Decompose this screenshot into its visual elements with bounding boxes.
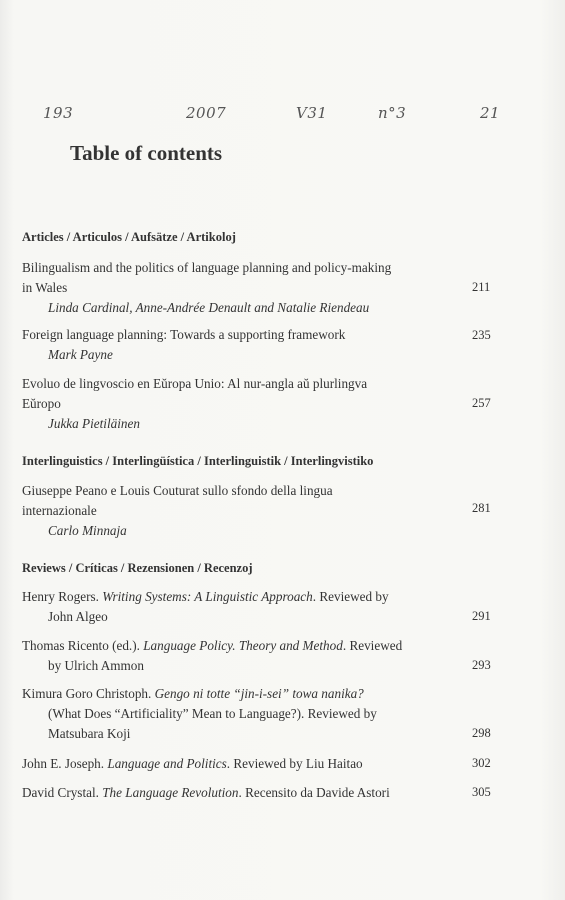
- review-author: Kimura Goro Christoph.: [22, 686, 155, 701]
- review-reviewer: John Algeo: [48, 609, 108, 624]
- review-note: . Reviewed by: [312, 589, 389, 604]
- review-author: John E. Joseph.: [22, 756, 108, 771]
- page-number: 257: [472, 396, 491, 410]
- page-number: 291: [472, 609, 491, 623]
- toc-entry: [22, 325, 492, 365]
- handwritten-note: 193: [43, 104, 74, 122]
- review-entry: [22, 587, 492, 627]
- toc-entry: [22, 481, 492, 541]
- page-number: 211: [472, 280, 491, 294]
- handwritten-note: 2007: [186, 104, 227, 122]
- review-author: David Crystal.: [22, 785, 103, 800]
- entry-title: Eŭropo: [22, 396, 61, 411]
- review-book-title: Gengo ni totte “jin-i-sei” towa nanika?: [154, 686, 364, 701]
- review-entry: [22, 636, 492, 676]
- review-book-title: Writing Systems: A Linguistic Approach: [102, 589, 313, 604]
- handwritten-note: V31: [296, 104, 328, 122]
- page-number: 235: [472, 328, 491, 342]
- review-entry: [22, 684, 492, 744]
- entry-title: Bilingualism and the politics of language planning and policy-making: [22, 260, 392, 275]
- page-number: 293: [472, 658, 491, 672]
- entry-author: Jukka Pietiläinen: [48, 416, 140, 431]
- entry-title: in Wales: [22, 280, 68, 295]
- page-number: 298: [472, 726, 491, 740]
- entry-title: Foreign language planning: Towards a supporting framework: [22, 327, 346, 342]
- toc-entry: [22, 258, 492, 318]
- page-number: 302: [472, 756, 491, 770]
- toc-entry: [22, 374, 492, 434]
- review-note: (What Does “Artificiality” Mean to Language?). Reviewed by: [48, 706, 377, 721]
- review-author: Thomas Ricento (ed.).: [22, 638, 144, 653]
- entry-author: Linda Cardinal, Anne-Andrée Denault and Natalie Riendeau: [48, 300, 370, 315]
- review-book-title: Language and Politics: [107, 756, 227, 771]
- review-note: . Reviewed: [342, 638, 403, 653]
- handwritten-note: 21: [480, 104, 501, 122]
- review-entry: [22, 754, 492, 774]
- review-entry: [22, 783, 492, 803]
- review-book-title: Language Policy. Theory and Method: [143, 638, 343, 653]
- section-heading-articles: Articles / Articulos / Aufsätze / Artikoloj: [22, 230, 236, 244]
- page-number: 281: [472, 501, 491, 515]
- entry-title: internazionale: [22, 503, 97, 518]
- entry-title: Evoluo de lingvoscio en Eŭropa Unio: Al nur-angla aŭ plurlingva: [22, 376, 368, 391]
- handwritten-note: n°3: [378, 104, 407, 122]
- section-heading-reviews: Reviews / Críticas / Rezensionen / Recenzoj: [22, 561, 253, 575]
- review-reviewer: Matsubara Koji: [48, 726, 131, 741]
- review-reviewer: by Ulrich Ammon: [48, 658, 144, 673]
- entry-title: Giuseppe Peano e Louis Couturat sullo sfondo della lingua: [22, 483, 333, 498]
- review-note: . Reviewed by Liu Haitao: [226, 756, 363, 771]
- entry-author: Mark Payne: [48, 347, 113, 362]
- review-note: . Recensito da Davide Astori: [238, 785, 390, 800]
- review-author: Henry Rogers.: [22, 589, 103, 604]
- review-book-title: The Language Revolution: [102, 785, 239, 800]
- page-number: 305: [472, 785, 491, 799]
- section-heading-interlinguistics: Interlinguistics / Interlingüística / Interlinguistik / Interlingvistiko: [22, 454, 374, 468]
- entry-author: Carlo Minnaja: [48, 523, 127, 538]
- page-title: Table of contents: [70, 141, 223, 165]
